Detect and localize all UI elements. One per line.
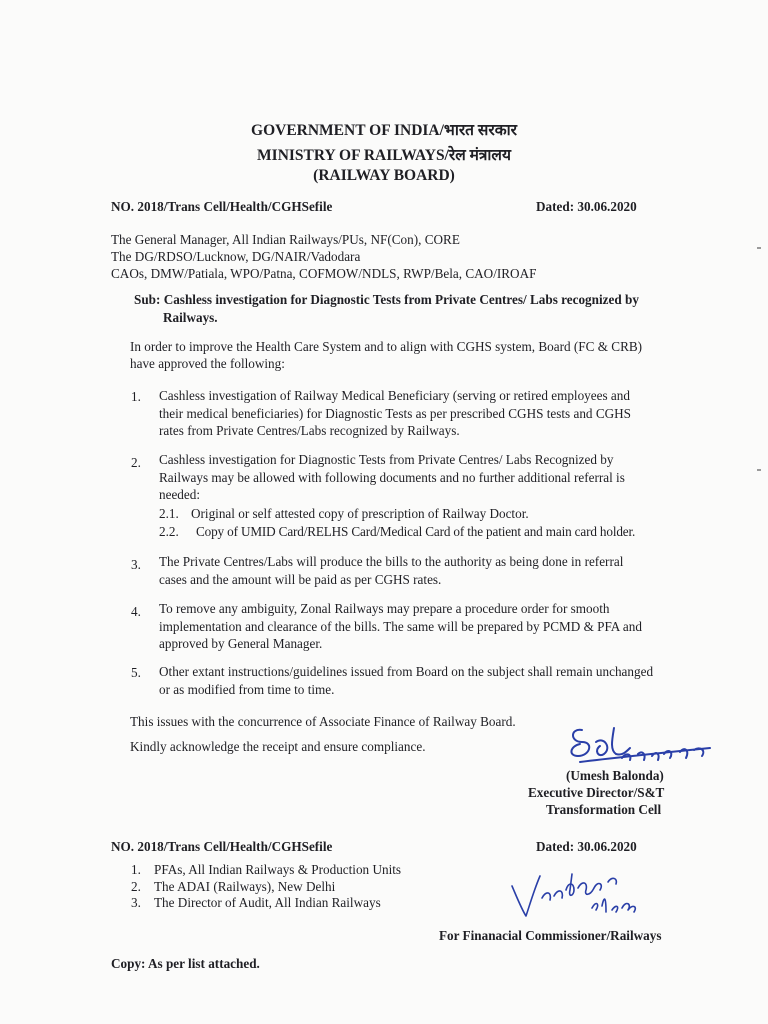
point-4-text: [159, 600, 665, 653]
signatory-unit: Transformation Cell: [546, 802, 662, 817]
closing-line-2: Kindly acknowledge the receipt and ensure compliance.: [130, 739, 426, 754]
point-line: approved by General Manager.: [159, 636, 323, 651]
scan-speck: [757, 469, 761, 471]
intro-line-1: In order to improve the Health Care System and to align with CGHS system, Board (FC & CRB): [130, 339, 643, 354]
subject-line-2: Railways.: [163, 310, 218, 325]
for-commissioner-line: For Finanacial Commissioner/Railways: [439, 928, 662, 943]
point-number: 5.: [131, 665, 141, 680]
header-ministry: MINISTRY OF RAILWAYS/रेल मंत्रालय: [257, 147, 511, 164]
ref-number: NO. 2018/Trans Cell/Health/CGHSefile: [111, 199, 333, 214]
subpoint-text: Original or self attested copy of prescription of Railway Doctor.: [191, 506, 529, 521]
point-number: 3.: [131, 557, 141, 572]
point-line: their medical beneficiaries) for Diagnostic Tests as per prescribed CGHS tests and CGHS: [159, 405, 631, 421]
point-2-text: [159, 451, 665, 504]
point-line: needed:: [159, 487, 201, 502]
point-line: cases and the amount will be paid as per CGHS rates.: [159, 571, 442, 587]
point-number: 1.: [131, 389, 141, 404]
point-number: 4.: [131, 604, 141, 619]
subpoint-number: 2.1.: [159, 506, 179, 521]
subject-line-1: Sub: Cashless investigation for Diagnostic Tests from Private Centres/ Labs recognized by: [134, 292, 639, 307]
copy-to-number: 2.: [131, 879, 141, 894]
point-1-text: [159, 387, 665, 440]
point-line: Other extant instructions/guidelines issued from Board on the subject shall remain unchanged: [159, 664, 654, 679]
point-line: or as modified from time to time.: [159, 681, 335, 697]
point-3-text: [159, 553, 665, 588]
point-line: The Private Centres/Labs will produce the bills to the authority as being done in referral: [159, 554, 624, 569]
point-line: implementation and clearance of the bills. The same will be prepared by PCMD & PFA and: [159, 618, 642, 634]
copy-line: Copy: As per list attached.: [111, 956, 260, 971]
signature-mark: [508, 860, 648, 922]
point-line: To remove any ambiguity, Zonal Railways may prepare a procedure order for smooth: [159, 601, 610, 616]
point-number: 2.: [131, 455, 141, 470]
point-line: Railways may be allowed with following documents and no further additional referral is: [159, 469, 625, 485]
addressee-2: The DG/RDSO/Lucknow, DG/NAIR/Vadodara: [111, 249, 361, 264]
subpoint-number: 2.2.: [159, 524, 179, 539]
signatory-designation: Executive Director/S&T: [528, 785, 665, 800]
ref-date: Dated: 30.06.2020: [536, 199, 637, 214]
copy-to-item: PFAs, All Indian Railways & Production Units: [154, 862, 402, 877]
signatory-name: (Umesh Balonda): [566, 768, 664, 783]
intro-line-2: have approved the following:: [130, 356, 285, 371]
copy-to-item: The Director of Audit, All Indian Railways: [154, 895, 381, 910]
scan-speck: [757, 247, 761, 249]
addressee-3: CAOs, DMW/Patiala, WPO/Patna, COFMOW/NDLS, RWP/Bela, CAO/IROAF: [111, 266, 537, 281]
copy-ref-date: Dated: 30.06.2020: [536, 839, 637, 854]
point-line: Cashless investigation for Diagnostic Tests from Private Centres/ Labs Recognized by: [159, 452, 614, 467]
copy-to-number: 1.: [131, 862, 141, 877]
copy-to-item: The ADAI (Railways), New Delhi: [154, 879, 336, 894]
point-line: rates from Private Centres/Labs recognized by Railways.: [159, 423, 460, 438]
copy-to-number: 3.: [131, 895, 141, 910]
copy-ref-number: NO. 2018/Trans Cell/Health/CGHSefile: [111, 839, 333, 854]
subpoint-text: Copy of UMID Card/RELHS Card/Medical Card of the patient and main card holder.: [196, 524, 636, 539]
header-railway-board: (RAILWAY BOARD): [313, 167, 455, 184]
addressee-1: The General Manager, All Indian Railways/PUs, NF(Con), CORE: [111, 232, 460, 247]
point-line: Cashless investigation of Railway Medical Beneficiary (serving or retired employees and: [159, 388, 630, 403]
point-5-text: [159, 663, 665, 698]
header-government: GOVERNMENT OF INDIA/भारत सरकार: [251, 122, 517, 139]
closing-line-1: This issues with the concurrence of Associate Finance of Railway Board.: [130, 714, 516, 729]
